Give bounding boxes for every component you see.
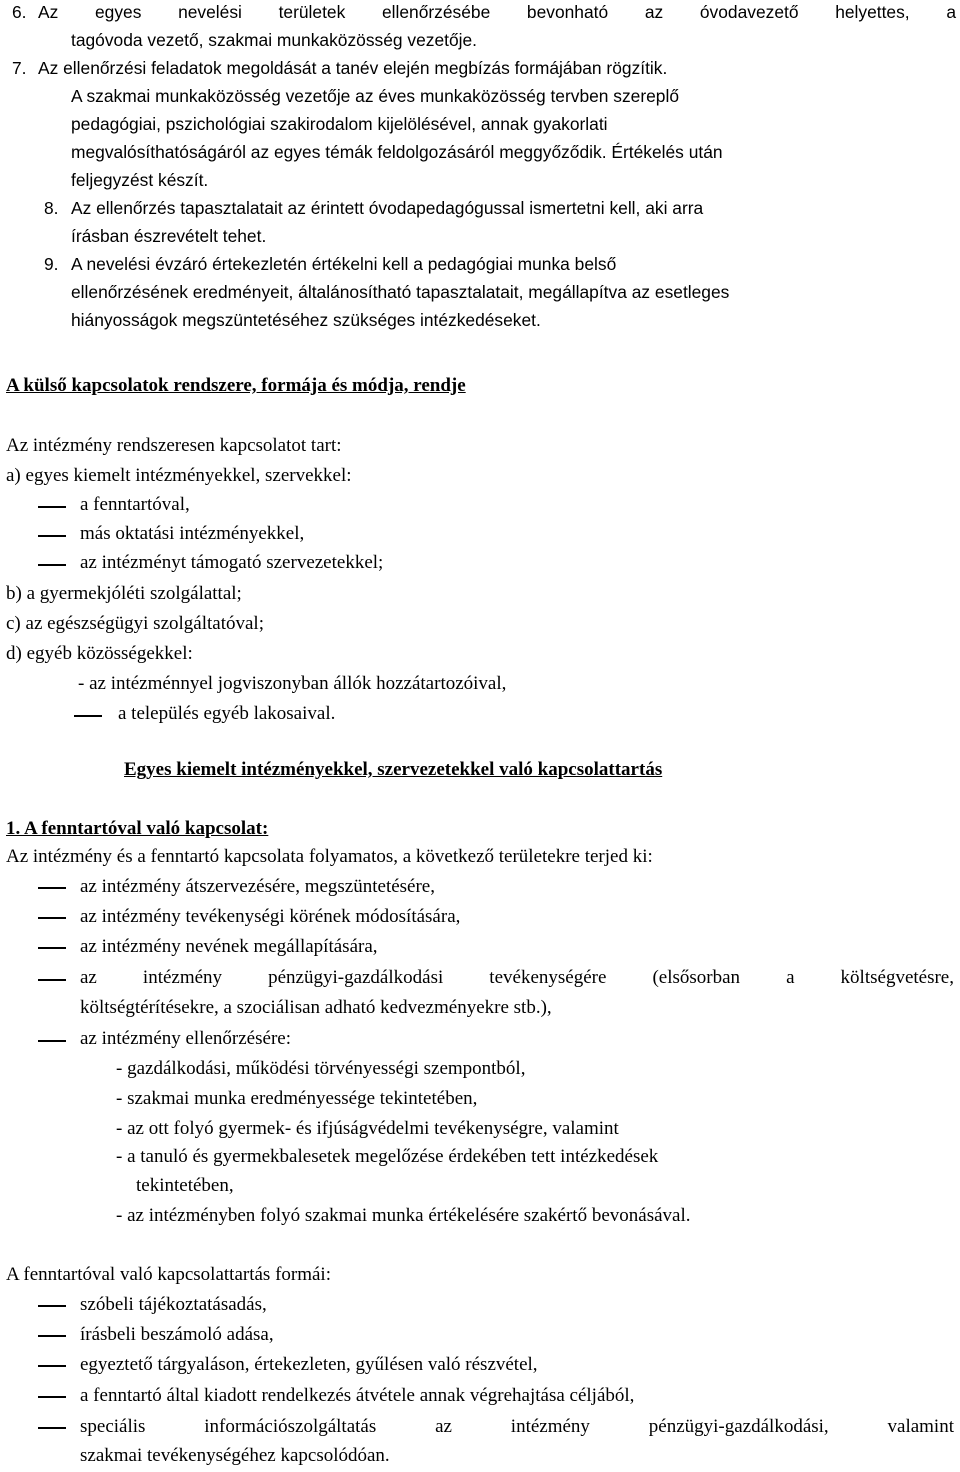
list-item: az intézmény nevének megállapítására, — [80, 936, 378, 957]
list-item: az intézmény tevékenységi körének módosítására, — [80, 906, 461, 927]
list-item-continuation: szakmai tevékenységéhez kapcsolódóan. — [80, 1445, 390, 1466]
item-number: 9. — [44, 254, 59, 274]
list-item: a fenntartó által kiadott rendelkezés átvétele annak végrehajtása céljából, — [80, 1385, 635, 1406]
list-subitem: - szakmai munka eredményessége tekintetében, — [116, 1088, 478, 1109]
list-subitem-continuation: tekintetében, — [136, 1175, 234, 1196]
list-label-b: b) a gyermekjóléti szolgálattal; — [6, 583, 242, 604]
item-text-line: tagóvoda vezető, szakmai munkaközösség vezetője. — [71, 30, 478, 50]
dash-bullet — [38, 917, 66, 919]
dash-bullet — [38, 535, 66, 537]
item-text-line: Az egyes nevelési területek ellenőrzésébe bevonható az óvodavezető helyettes, a — [38, 2, 956, 22]
list-subitem: - gazdálkodási, működési törvényességi szempontból, — [116, 1058, 526, 1079]
list-item-continuation: költségtérítésekre, a szociálisan adható kedvezményekre stb.), — [80, 997, 552, 1018]
list-subitem: - az intézménnyel jogviszonyban állók hozzátartozóival, — [78, 673, 507, 694]
item-number: 7. — [12, 58, 27, 78]
item-text-line: megvalósíthatóságáról az egyes témák feldolgozásáról meggyőződik. Értékelés után — [71, 142, 723, 162]
list-item: más oktatási intézményekkel, — [80, 523, 305, 544]
list-label-a: a) egyes kiemelt intézményekkel, szervekkel: — [6, 465, 352, 486]
list-item: az intézményt támogató szervezetekkel; — [80, 552, 384, 573]
dash-bullet — [74, 715, 102, 717]
dash-bullet — [38, 1427, 66, 1429]
subheading: 1. A fenntartóval való kapcsolat: — [6, 818, 269, 839]
list-item: egyeztető tárgyaláson, értekezleten, gyűlésen való részvétel, — [80, 1354, 538, 1375]
dash-bullet — [38, 506, 66, 508]
dash-bullet — [38, 979, 66, 981]
dash-bullet — [38, 1040, 66, 1042]
list-subitem: - az ott folyó gyermek- és ifjúságvédelmi tevékenységre, valamint — [116, 1118, 619, 1139]
dash-bullet — [38, 1365, 66, 1367]
item-text-line: hiányosságok megszüntetéséhez szükséges intézkedéseket. — [71, 310, 541, 330]
item-text-line: Az ellenőrzési feladatok megoldását a tanév elején megbízás formájában rögzítik. — [38, 58, 668, 78]
list-item: az intézmény ellenőrzésére: — [80, 1028, 291, 1049]
dash-bullet — [38, 1335, 66, 1337]
list-label-c: c) az egészségügyi szolgáltatóval; — [6, 613, 264, 634]
item-text-line: ellenőrzésének eredményeit, általánosítható tapasztalatait, megállapítva az esetleges — [71, 282, 730, 302]
section-heading: A külső kapcsolatok rendszere, formája és módja, rendje — [6, 375, 466, 396]
list-subitem: - a tanuló és gyermekbalesetek megelőzése érdekében tett intézkedések — [116, 1146, 659, 1167]
dash-bullet — [38, 947, 66, 949]
item-text-line: feljegyzést készít. — [71, 170, 209, 190]
section-intro: Az intézmény és a fenntartó kapcsolata folyamatos, a következő területekre terjed ki: — [6, 846, 653, 867]
section-heading: Egyes kiemelt intézményekkel, szervezetekkel való kapcsolattartás — [124, 759, 663, 780]
list-item: a település egyéb lakosaival. — [118, 703, 336, 724]
list-item: az intézmény átszervezésére, megszüntetésére, — [80, 876, 435, 897]
item-text-line: A szakmai munkaközösség vezetője az éves munkaközösség tervben szereplő — [71, 86, 680, 106]
item-number: 8. — [44, 198, 59, 218]
list-item: a fenntartóval, — [80, 494, 190, 515]
dash-bullet — [38, 887, 66, 889]
dash-bullet — [38, 1396, 66, 1398]
list-item: írásbeli beszámoló adása, — [80, 1324, 274, 1345]
list-item: speciális információszolgáltatás az intézmény pénzügyi-gazdálkodási, valamint — [80, 1416, 954, 1437]
item-text-line: írásban észrevételt tehet. — [71, 226, 267, 246]
dash-bullet — [38, 1305, 66, 1307]
item-text-line: A nevelési évzáró értekezletén értékelni kell a pedagógiai munka belső — [71, 254, 617, 274]
list-label-d: d) egyéb közösségekkel: — [6, 643, 193, 664]
list-item: az intézmény pénzügyi-gazdálkodási tevékenységére (elsősorban a költségvetésre, — [80, 967, 954, 988]
list-subitem: - az intézményben folyó szakmai munka értékelésére szakértő bevonásával. — [116, 1205, 691, 1226]
forms-label: A fenntartóval való kapcsolattartás formái: — [6, 1264, 331, 1285]
item-text-line: Az ellenőrzés tapasztalatait az érintett óvodapedagógussal ismertetni kell, aki arra — [71, 198, 704, 218]
item-number: 6. — [12, 2, 27, 22]
list-item: szóbeli tájékoztatásadás, — [80, 1294, 267, 1315]
dash-bullet — [38, 564, 66, 566]
item-text-line: pedagógiai, pszichológiai szakirodalom kijelölésével, annak gyakorlati — [71, 114, 608, 134]
section-intro: Az intézmény rendszeresen kapcsolatot tart: — [6, 435, 342, 456]
